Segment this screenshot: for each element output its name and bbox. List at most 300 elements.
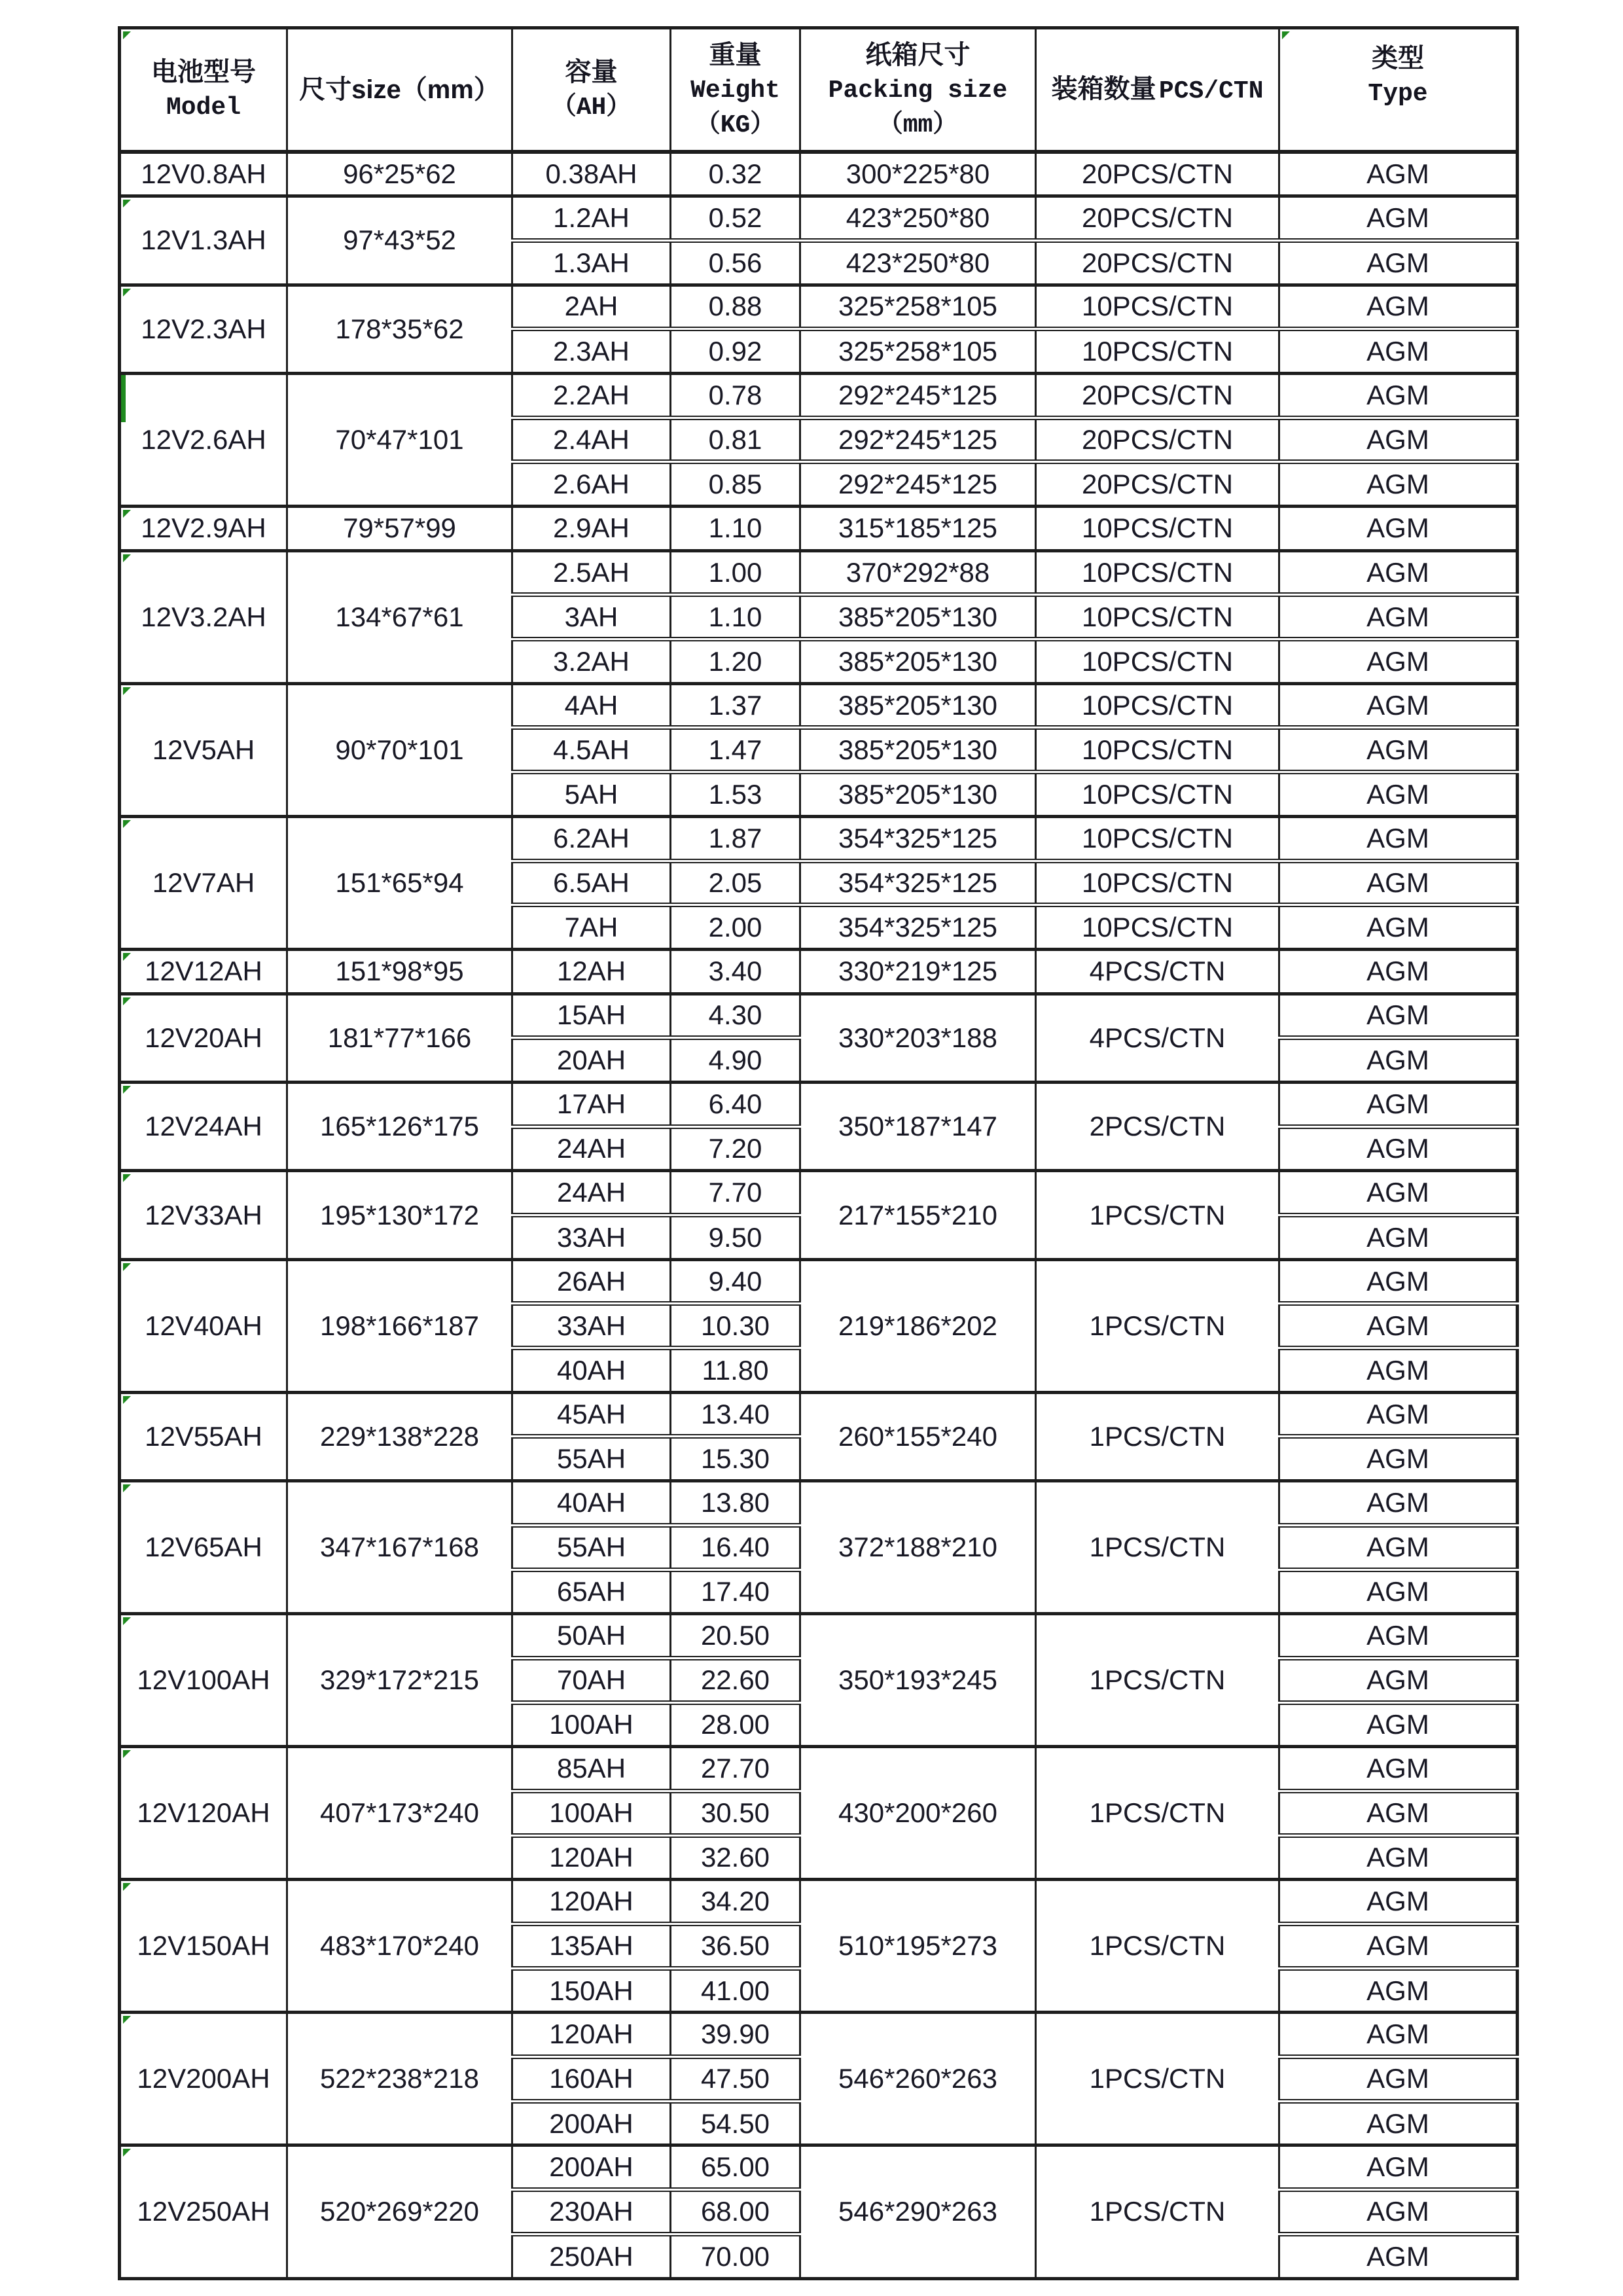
capacity-cell [512, 1835, 671, 1880]
weight-cell-value: 70.00 [700, 2240, 770, 2272]
model-cell-value: 12V100AH [137, 1664, 270, 1696]
packing-cell-value: 372*188*210 [838, 1532, 997, 1563]
capacity-cell-value: 33AH [556, 1221, 626, 1253]
capacity-cell-value: 55AH [556, 1532, 626, 1563]
qty-cell [1036, 1082, 1279, 1170]
size-cell-value: 483*170*240 [320, 1930, 479, 1962]
capacity-cell-value: 40AH [556, 1354, 626, 1386]
type-cell [1279, 1126, 1518, 1171]
packing-cell-value: 292*245*125 [838, 379, 997, 410]
model-cell-value: 12V55AH [145, 1420, 262, 1452]
type-cell-value: AGM [1366, 336, 1429, 367]
table-row [120, 507, 1518, 551]
size-cell-value: 70*47*101 [335, 423, 464, 455]
model-cell [120, 196, 287, 285]
qty-cell [1036, 1747, 1279, 1880]
size-cell [287, 373, 512, 506]
model-cell-value: 12V250AH [137, 2196, 270, 2227]
qty-cell [1036, 2145, 1279, 2278]
size-cell [287, 1880, 512, 2013]
weight-cell-value: 11.80 [702, 1354, 769, 1386]
qty-cell [1036, 550, 1279, 595]
model-cell [120, 1747, 287, 1880]
type-cell-value: AGM [1366, 2151, 1429, 2183]
weight-cell-value: 30.50 [700, 1797, 770, 1829]
table-row [120, 1259, 1518, 1304]
capacity-cell [512, 373, 671, 418]
packing-cell-value: 330*203*188 [838, 1022, 997, 1053]
weight-cell-value: 0.32 [708, 158, 762, 190]
size-cell-value: 198*166*187 [320, 1310, 479, 1341]
capacity-cell-value: 3AH [564, 601, 618, 632]
type-cell-value: AGM [1366, 1398, 1429, 1429]
weight-cell-value: 0.52 [708, 202, 762, 234]
model-cell-value: 12V20AH [145, 1022, 262, 1053]
packing-cell-value: 292*245*125 [838, 469, 997, 500]
packing-cell-value: 217*155*210 [838, 1199, 997, 1230]
packing-cell [800, 507, 1036, 551]
capacity-cell-value: 230AH [549, 2196, 633, 2227]
type-cell [1279, 1702, 1518, 1747]
capacity-cell [512, 1658, 671, 1702]
weight-cell [671, 2101, 800, 2145]
weight-cell-value: 3.40 [708, 956, 762, 987]
model-cell-value: 12V5AH [152, 734, 255, 765]
packing-cell-value: 354*325*125 [838, 822, 997, 853]
capacity-cell [512, 683, 671, 728]
capacity-cell [512, 1570, 671, 1614]
type-cell-value: AGM [1366, 1886, 1429, 1917]
capacity-cell [512, 994, 671, 1038]
packing-cell [800, 861, 1036, 905]
type-cell-value: AGM [1366, 867, 1429, 898]
weight-cell-value: 2.00 [708, 912, 762, 943]
qty-cell-value: 20PCS/CTN [1081, 469, 1234, 500]
type-cell-value: AGM [1366, 1088, 1429, 1119]
qty-cell [1036, 728, 1279, 772]
qty-cell-value: 1PCS/CTN [1089, 1797, 1226, 1829]
capacity-cell-value: 2AH [564, 291, 618, 322]
weight-cell-value: 0.92 [708, 336, 762, 367]
capacity-cell-value: 55AH [556, 1443, 626, 1475]
col-header-model-zh: 电池型号 [151, 58, 256, 87]
header-row [120, 28, 1518, 152]
qty-cell-value: 1PCS/CTN [1089, 1199, 1226, 1230]
col-header-weight-en: Weight [690, 76, 780, 105]
weight-cell [671, 550, 800, 595]
weight-cell-value: 7.20 [708, 1133, 762, 1164]
capacity-cell [512, 1437, 671, 1481]
capacity-cell [512, 2234, 671, 2278]
capacity-cell-value: 7AH [564, 912, 618, 943]
size-cell-value: 195*130*172 [320, 1199, 479, 1230]
packing-cell-value: 370*292*88 [846, 556, 990, 588]
type-cell-value: AGM [1366, 469, 1429, 500]
type-cell [1279, 1437, 1518, 1481]
qty-cell [1036, 816, 1279, 861]
weight-cell [671, 1259, 800, 1304]
weight-cell [671, 2190, 800, 2234]
weight-cell-value: 0.81 [708, 423, 762, 455]
qty-cell [1036, 994, 1279, 1082]
packing-cell [800, 462, 1036, 507]
model-cell [120, 285, 287, 373]
weight-cell [671, 285, 800, 329]
capacity-cell [512, 1392, 671, 1437]
type-cell [1279, 816, 1518, 861]
capacity-cell-value: 200AH [549, 2151, 633, 2183]
table-row [120, 2145, 1518, 2190]
size-cell [287, 1082, 512, 1170]
packing-cell [800, 1259, 1036, 1392]
capacity-cell [512, 905, 671, 950]
table-row [120, 1481, 1518, 1526]
cell-flag-triangle-icon [123, 554, 131, 562]
size-cell [287, 507, 512, 551]
type-cell-value: AGM [1366, 1576, 1429, 1607]
model-cell-value: 12V7AH [152, 867, 255, 898]
qty-cell [1036, 905, 1279, 950]
type-cell-value: AGM [1366, 1620, 1429, 1651]
model-cell [120, 2013, 287, 2145]
packing-cell [800, 1082, 1036, 1170]
battery-table-body [120, 152, 1518, 2278]
qty-cell [1036, 949, 1279, 994]
model-cell-value: 12V33AH [145, 1199, 262, 1230]
type-cell [1279, 905, 1518, 950]
col-header-size-label: 尺寸size（mm） [299, 75, 500, 104]
size-cell-value: 79*57*99 [343, 512, 456, 544]
qty-cell [1036, 1259, 1279, 1392]
cell-flag-triangle-icon [1282, 31, 1290, 39]
weight-cell-value: 28.00 [700, 1709, 770, 1740]
weight-cell-value: 1.00 [708, 556, 762, 588]
size-cell-value: 97*43*52 [343, 224, 456, 256]
model-cell-value: 12V40AH [145, 1310, 262, 1341]
capacity-cell [512, 2145, 671, 2190]
col-header-type [1279, 28, 1518, 152]
weight-cell-value: 1.10 [708, 601, 762, 632]
type-cell-value: AGM [1366, 1310, 1429, 1341]
model-cell-value: 12V1.3AH [141, 224, 266, 256]
weight-cell-value: 41.00 [700, 1975, 770, 2006]
model-cell [120, 1481, 287, 1614]
qty-cell-value: 1PCS/CTN [1089, 1664, 1226, 1696]
capacity-cell [512, 949, 671, 994]
packing-cell-value: 510*195*273 [838, 1930, 997, 1962]
qty-cell [1036, 152, 1279, 196]
type-cell-value: AGM [1366, 1133, 1429, 1164]
capacity-cell-value: 65AH [556, 1576, 626, 1607]
packing-cell [800, 1747, 1036, 1880]
qty-cell-value: 10PCS/CTN [1081, 689, 1234, 721]
type-cell [1279, 1525, 1518, 1570]
size-cell-value: 181*77*166 [327, 1022, 472, 1053]
model-cell [120, 373, 287, 506]
qty-cell-value: 10PCS/CTN [1081, 556, 1234, 588]
type-cell [1279, 1481, 1518, 1526]
qty-cell-value: 10PCS/CTN [1081, 867, 1234, 898]
type-cell-value: AGM [1366, 2240, 1429, 2272]
type-cell [1279, 240, 1518, 285]
weight-cell-value: 1.20 [708, 645, 762, 677]
qty-cell-value: 10PCS/CTN [1081, 734, 1234, 765]
capacity-cell-value: 2.4AH [553, 423, 630, 455]
capacity-cell [512, 240, 671, 285]
qty-cell [1036, 861, 1279, 905]
weight-cell [671, 1082, 800, 1126]
type-cell-value: AGM [1366, 2108, 1429, 2139]
type-cell [1279, 2013, 1518, 2057]
size-cell [287, 2013, 512, 2145]
qty-cell [1036, 1171, 1279, 1259]
weight-cell-value: 0.88 [708, 291, 762, 322]
weight-cell [671, 1437, 800, 1481]
weight-cell [671, 1126, 800, 1171]
qty-cell-value: 20PCS/CTN [1081, 202, 1234, 234]
size-cell [287, 1614, 512, 1747]
type-cell [1279, 1835, 1518, 1880]
table-row [120, 994, 1518, 1038]
cell-flag-triangle-icon [123, 1174, 131, 1182]
capacity-cell [512, 1038, 671, 1083]
packing-cell-value: 385*205*130 [838, 734, 997, 765]
qty-cell-value: 4PCS/CTN [1089, 956, 1226, 987]
col-header-packing-en: Packing size [828, 76, 1008, 105]
weight-cell-value: 0.56 [708, 247, 762, 278]
table-row [120, 2013, 1518, 2057]
type-cell-value: AGM [1366, 423, 1429, 455]
model-cell [120, 1082, 287, 1170]
packing-cell [800, 1171, 1036, 1259]
battery-spec-table [118, 26, 1519, 2280]
type-cell [1279, 373, 1518, 418]
weight-cell-value: 39.90 [700, 2018, 770, 2050]
cell-flag-triangle-icon [123, 953, 131, 961]
capacity-cell [512, 2190, 671, 2234]
model-cell-value: 12V200AH [137, 2063, 270, 2094]
capacity-cell-value: 15AH [556, 999, 626, 1031]
weight-cell-value: 17.40 [700, 1576, 770, 1607]
capacity-cell-value: 20AH [556, 1045, 626, 1076]
cell-flag-triangle-icon [123, 1484, 131, 1492]
weight-cell-value: 6.40 [708, 1088, 762, 1119]
size-cell [287, 196, 512, 285]
model-cell-value: 12V3.2AH [141, 601, 266, 632]
weight-cell [671, 994, 800, 1038]
type-cell-value: AGM [1366, 247, 1429, 278]
qty-cell-value: 1PCS/CTN [1089, 2196, 1226, 2227]
capacity-cell-value: 6.5AH [553, 867, 630, 898]
capacity-cell [512, 2101, 671, 2145]
type-cell [1279, 1747, 1518, 1791]
capacity-cell-value: 85AH [556, 1753, 626, 1784]
type-cell [1279, 329, 1518, 374]
table-row [120, 1082, 1518, 1126]
cell-flag-triangle-icon [123, 2149, 131, 2157]
packing-cell [800, 949, 1036, 994]
packing-cell-value: 350*187*147 [838, 1111, 997, 1142]
qty-cell [1036, 1614, 1279, 1747]
type-cell [1279, 1791, 1518, 1835]
type-cell [1279, 2145, 1518, 2190]
cell-flag-triangle-icon [123, 1086, 131, 1094]
packing-cell [800, 285, 1036, 329]
type-cell-value: AGM [1366, 1532, 1429, 1563]
type-cell [1279, 1392, 1518, 1437]
type-cell-value: AGM [1366, 291, 1429, 322]
qty-cell [1036, 1880, 1279, 2013]
type-cell-value: AGM [1366, 956, 1429, 987]
capacity-cell-value: 4AH [564, 689, 618, 721]
qty-cell-value: 1PCS/CTN [1089, 1930, 1226, 1962]
qty-cell-value: 10PCS/CTN [1081, 912, 1234, 943]
table-row [120, 1614, 1518, 1659]
capacity-cell [512, 507, 671, 551]
weight-cell-value: 9.50 [708, 1221, 762, 1253]
model-cell-value: 12V2.3AH [141, 313, 266, 344]
capacity-cell [512, 595, 671, 639]
weight-cell-value: 10.30 [700, 1310, 770, 1341]
type-cell [1279, 1038, 1518, 1083]
col-header-model-en: Model [166, 94, 241, 122]
type-cell [1279, 1658, 1518, 1702]
cell-flag-bar-icon [121, 375, 126, 422]
cell-flag-triangle-icon [123, 1396, 131, 1404]
weight-cell [671, 595, 800, 639]
size-cell-value: 134*67*61 [335, 601, 464, 632]
table-row [120, 1880, 1518, 1924]
capacity-cell-value: 26AH [556, 1265, 626, 1297]
weight-cell [671, 196, 800, 241]
type-cell [1279, 861, 1518, 905]
model-cell [120, 152, 287, 196]
model-cell-value: 12V0.8AH [141, 158, 266, 190]
weight-cell [671, 861, 800, 905]
model-cell [120, 1259, 287, 1392]
weight-cell-value: 34.20 [700, 1886, 770, 1917]
qty-cell [1036, 285, 1279, 329]
type-cell-value: AGM [1366, 1221, 1429, 1253]
weight-cell-value: 1.10 [708, 512, 762, 544]
capacity-cell [512, 1304, 671, 1348]
weight-cell-value: 15.30 [700, 1443, 770, 1475]
type-cell-value: AGM [1366, 1045, 1429, 1076]
capacity-cell [512, 1702, 671, 1747]
capacity-cell-value: 120AH [549, 1842, 633, 1873]
weight-cell [671, 1215, 800, 1260]
weight-cell [671, 1614, 800, 1659]
col-header-capacity-unit: （AH） [551, 94, 632, 122]
cell-flag-triangle-icon [123, 2016, 131, 2024]
table-row [120, 1392, 1518, 1437]
packing-cell-value: 219*186*202 [838, 1310, 997, 1341]
type-cell-value: AGM [1366, 2018, 1429, 2050]
table-row [120, 949, 1518, 994]
type-cell [1279, 550, 1518, 595]
qty-cell [1036, 2013, 1279, 2145]
weight-cell-value: 1.47 [708, 734, 762, 765]
size-cell [287, 550, 512, 683]
packing-cell [800, 595, 1036, 639]
capacity-cell-value: 4.5AH [553, 734, 630, 765]
type-cell [1279, 1880, 1518, 1924]
col-header-size [287, 28, 512, 152]
qty-cell-value: 10PCS/CTN [1081, 645, 1234, 677]
capacity-cell-value: 40AH [556, 1486, 626, 1518]
type-cell-value: AGM [1366, 822, 1429, 853]
size-cell [287, 1259, 512, 1392]
size-cell-value: 229*138*228 [320, 1420, 479, 1452]
packing-cell [800, 683, 1036, 728]
capacity-cell [512, 550, 671, 595]
table-row [120, 285, 1518, 329]
type-cell-value: AGM [1366, 999, 1429, 1031]
col-header-packing-zh: 纸箱尺寸 [865, 40, 971, 69]
type-cell [1279, 418, 1518, 462]
qty-cell [1036, 329, 1279, 374]
cell-flag-triangle-icon [123, 1617, 131, 1625]
weight-cell-value: 32.60 [700, 1842, 770, 1873]
packing-cell-value: 300*225*80 [846, 158, 990, 190]
capacity-cell-value: 2.2AH [553, 379, 630, 410]
weight-cell-value: 13.80 [700, 1486, 770, 1518]
weight-cell [671, 1747, 800, 1791]
weight-cell [671, 728, 800, 772]
qty-cell [1036, 507, 1279, 551]
packing-cell-value: 350*193*245 [838, 1664, 997, 1696]
qty-cell-value: 2PCS/CTN [1089, 1111, 1226, 1142]
qty-cell [1036, 639, 1279, 684]
type-cell [1279, 152, 1518, 196]
packing-cell-value: 330*219*125 [838, 956, 997, 987]
capacity-cell [512, 329, 671, 374]
qty-cell-value: 10PCS/CTN [1081, 291, 1234, 322]
weight-cell-value: 20.50 [700, 1620, 770, 1651]
type-cell-value: AGM [1366, 912, 1429, 943]
cell-flag-triangle-icon [123, 1750, 131, 1758]
type-cell [1279, 196, 1518, 241]
packing-cell [800, 418, 1036, 462]
size-cell-value: 407*173*240 [320, 1797, 479, 1829]
capacity-cell [512, 2057, 671, 2102]
model-cell-value: 12V65AH [145, 1532, 262, 1563]
weight-cell-value: 4.30 [708, 999, 762, 1031]
size-cell-value: 96*25*62 [343, 158, 456, 190]
weight-cell [671, 1525, 800, 1570]
qty-cell-value: 10PCS/CTN [1081, 336, 1234, 367]
type-cell-value: AGM [1366, 734, 1429, 765]
packing-cell-value: 430*200*260 [838, 1797, 997, 1829]
packing-cell [800, 816, 1036, 861]
packing-cell-value: 354*325*125 [838, 867, 997, 898]
qty-cell-value: 1PCS/CTN [1089, 1532, 1226, 1563]
qty-cell [1036, 1481, 1279, 1614]
table-row [120, 196, 1518, 241]
weight-cell [671, 1924, 800, 1969]
qty-cell [1036, 240, 1279, 285]
type-cell [1279, 2057, 1518, 2102]
packing-cell-value: 315*185*125 [838, 512, 997, 544]
packing-cell [800, 905, 1036, 950]
table-row [120, 550, 1518, 595]
weight-cell [671, 507, 800, 551]
qty-cell [1036, 462, 1279, 507]
type-cell [1279, 949, 1518, 994]
model-cell-value: 12V2.9AH [141, 512, 266, 544]
qty-cell [1036, 772, 1279, 817]
capacity-cell [512, 1747, 671, 1791]
